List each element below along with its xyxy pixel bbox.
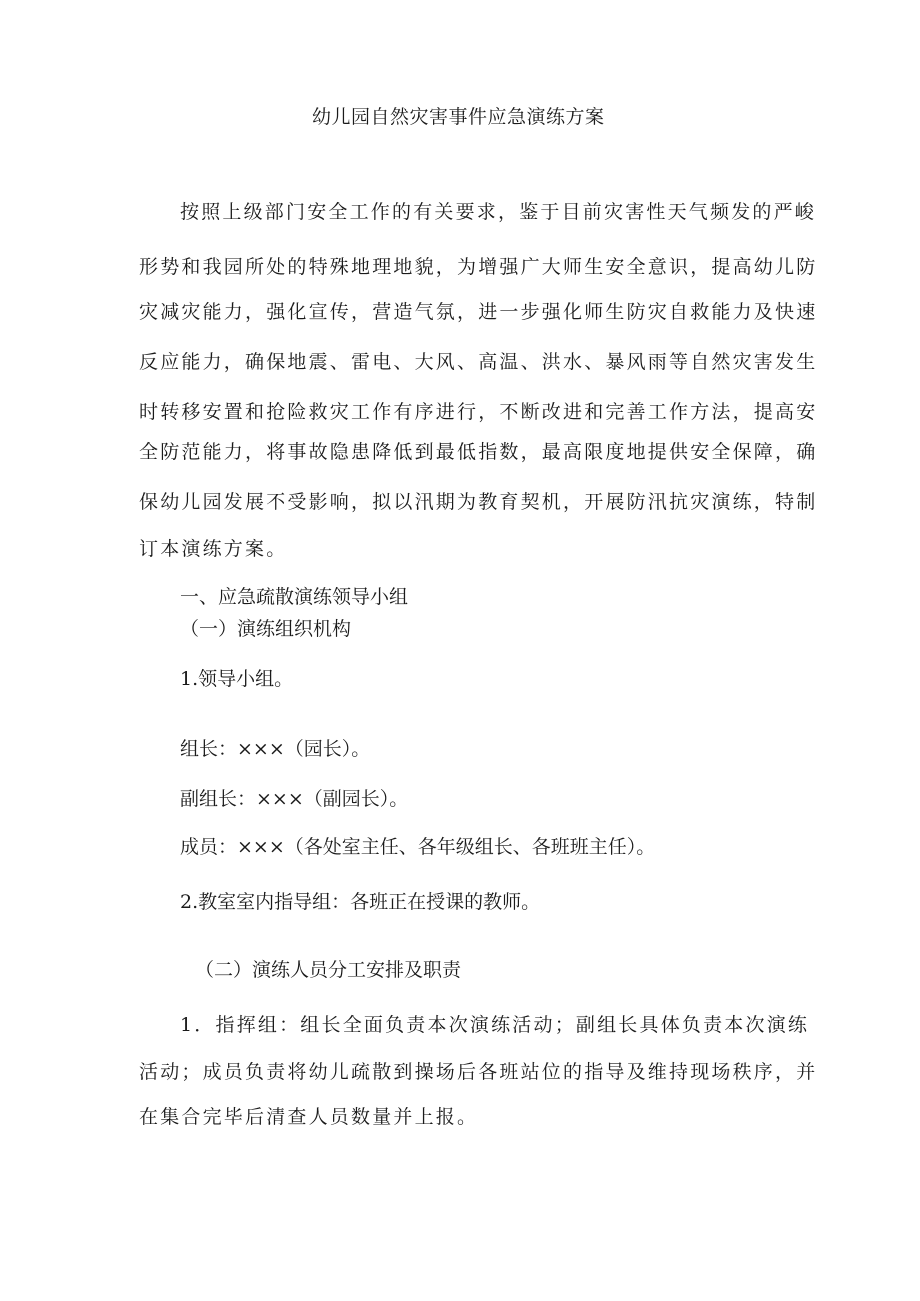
document-title: 幼儿园自然灾害事件应急演练方案: [312, 106, 605, 128]
command-group-line-1: 1．指挥组：组长全面负责本次演练活动；副组长具体负责本次演练: [180, 1014, 810, 1036]
intro-line-7: 保幼儿园发展不受影响，拟以汛期为教育契机，开展防汛抗灾演练，特制: [139, 491, 818, 513]
item-1-heading: 1.领导小组。: [180, 668, 294, 690]
item-2-line: 2.教室室内指导组：各班正在授课的教师。: [180, 891, 541, 913]
intro-line-5: 时转移安置和抢险救灾工作有序进行，不断改进和完善工作方法，提高安: [139, 401, 818, 423]
subsection-1-heading: （一）演练组织机构: [180, 618, 352, 640]
section-1-heading: 一、应急疏散演练领导小组: [180, 586, 409, 608]
intro-line-3: 灾减灾能力，强化宣传，营造气氛，进一步强化师生防灾自救能力及快速: [139, 301, 818, 323]
command-group-line-2: 活动；成员负责将幼儿疏散到操场后各班站位的指导及维持现场秩序，并: [139, 1061, 818, 1083]
intro-line-1: 按照上级部门安全工作的有关要求，鉴于目前灾害性天气频发的严峻: [180, 201, 817, 223]
members-line: 成员：×××（各处室主任、各年级组长、各班班主任）。: [180, 836, 656, 858]
intro-line-8: 订本演练方案。: [139, 538, 288, 560]
leader-line: 组长：×××（园长）。: [180, 738, 371, 760]
subsection-2-heading: （二）演练人员分工安排及职责: [195, 959, 462, 981]
intro-line-6: 全防范能力，将事故隐患降低到最低指数，最高限度地提供安全保障，确: [139, 441, 818, 463]
intro-line-2: 形势和我园所处的特殊地理地貌，为增强广大师生安全意识，提高幼儿防: [139, 256, 818, 278]
deputy-leader-line: 副组长：×××（副园长）。: [180, 788, 409, 810]
intro-line-4: 反应能力，确保地震、雷电、大风、高温、洪水、暴风雨等自然灾害发生: [139, 351, 818, 373]
command-group-line-3: 在集合完毕后清查人员数量并上报。: [139, 1106, 479, 1128]
